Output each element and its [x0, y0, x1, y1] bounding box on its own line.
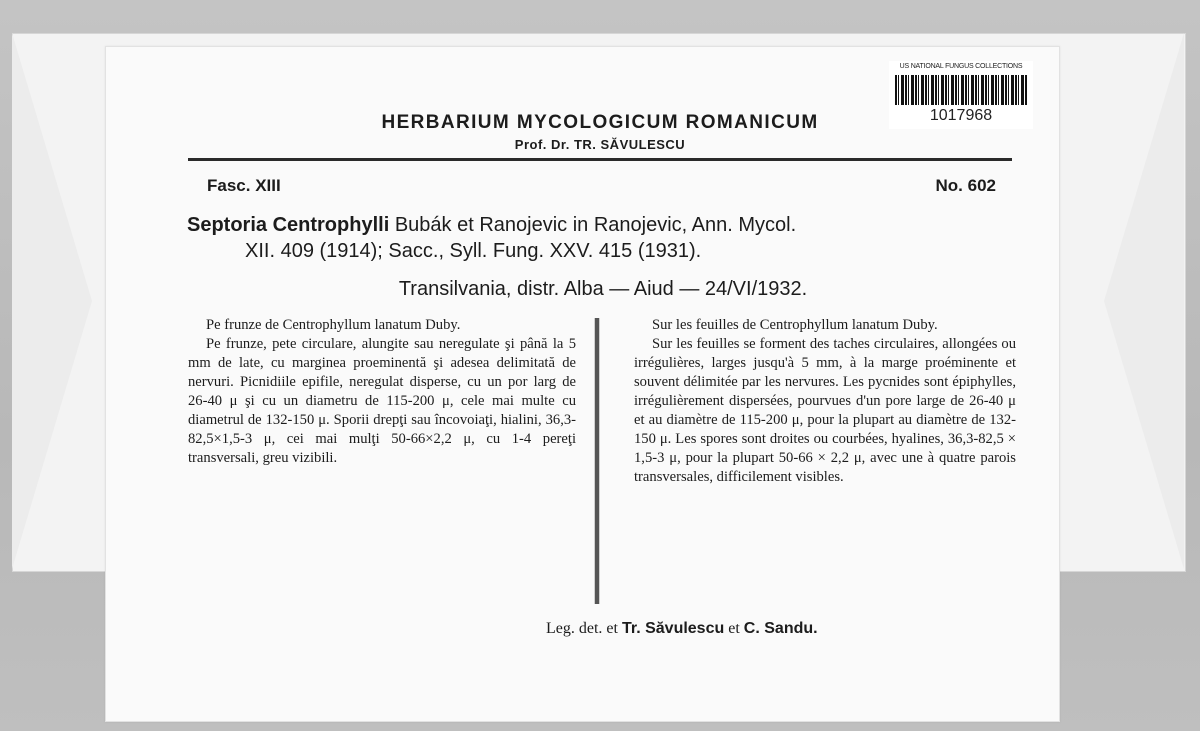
french-description-paragraph: Sur les feuilles se forment des taches circulaires, allongées ou irrégulières, larges jusqu'à 5 mm, à la marge proéminente et souvent délimitée par les nervures. Les pycnides sont épiphylles, irrégulièrement dispersées, pourvues d'un pore large de 26-40 μ et au diamètre de 115-200 μ, pour la plupart au diamètre de 132-150 μ. Les spores sont droites ou courbées, hyalines, 36,3-82,5 × 1,5-3 μ, pour la plupart 50-66 × 2,2 μ, avec une à quatre parois transversales, difficilement visibles.	[634, 336, 1016, 485]
collector-1: Tr. Săvulescu	[621, 620, 725, 637]
barcode-sticker	[889, 61, 1033, 129]
species-authority-line2: XII. 409 (1914); Sacc., Syll. Fung. XXV. 415 (1931).	[245, 240, 702, 262]
description-french	[634, 316, 1016, 487]
collection-locality: Transilvania, distr. Alba — Aiud — 24/VI/1932.	[398, 278, 808, 300]
fascicle-label: Fasc. XIII	[207, 176, 281, 195]
collector-legend	[546, 620, 966, 638]
barcode-number: 1017968	[929, 107, 993, 124]
legend-conjunction: et	[728, 620, 740, 637]
envelope-flap-left	[12, 33, 92, 569]
collector-2: C. Sandu.	[743, 620, 818, 637]
legend-prefix: Leg. det. et	[546, 620, 618, 637]
romanian-description-paragraph: Pe frunze, pete circulare, alungite sau neregulate şi până la 5 mm de late, cu marginea proeminentă şi adesea delimitată de nervuri. Picnidiile epifile, neregulat disperse, cu un por larg de 26-40 μ şi cu un diametru de 115-200 μ, cele mai multe cu diametrul de 132-150 μ. Sporii drepţi sau încovoiaţi, hialini, 36,3-82,5×1,5-3 μ, cei mai mulţi 50-66×2,2 μ, cu 1-4 pereţi transversali, greu vizibili.	[188, 336, 576, 466]
barcode-caption: US NATIONAL FUNGUS COLLECTIONS	[899, 63, 1023, 70]
specimen-number: No. 602	[935, 176, 996, 195]
herbarium-title: HERBARIUM MYCOLOGICUM ROMANICUM	[381, 112, 819, 133]
romanian-host-paragraph: Pe frunze de Centrophyllum lanatum Duby.	[206, 317, 461, 333]
species-citation	[187, 212, 1022, 264]
envelope-flap-right	[1104, 33, 1184, 569]
barcode-icon	[895, 75, 1027, 105]
species-binomial: Septoria Centrophylli	[187, 214, 390, 236]
species-authority-line1: Bubák et Ranojevic in Ranojevic, Ann. Mycol.	[394, 214, 797, 236]
french-host-paragraph: Sur les feuilles de Centrophyllum lanatum Duby.	[652, 317, 938, 333]
herbarium-subtitle: Prof. Dr. TR. SĂVULESCU	[514, 137, 686, 152]
description-romanian	[188, 316, 576, 468]
header-rule	[188, 158, 1012, 161]
column-divider	[594, 318, 600, 604]
